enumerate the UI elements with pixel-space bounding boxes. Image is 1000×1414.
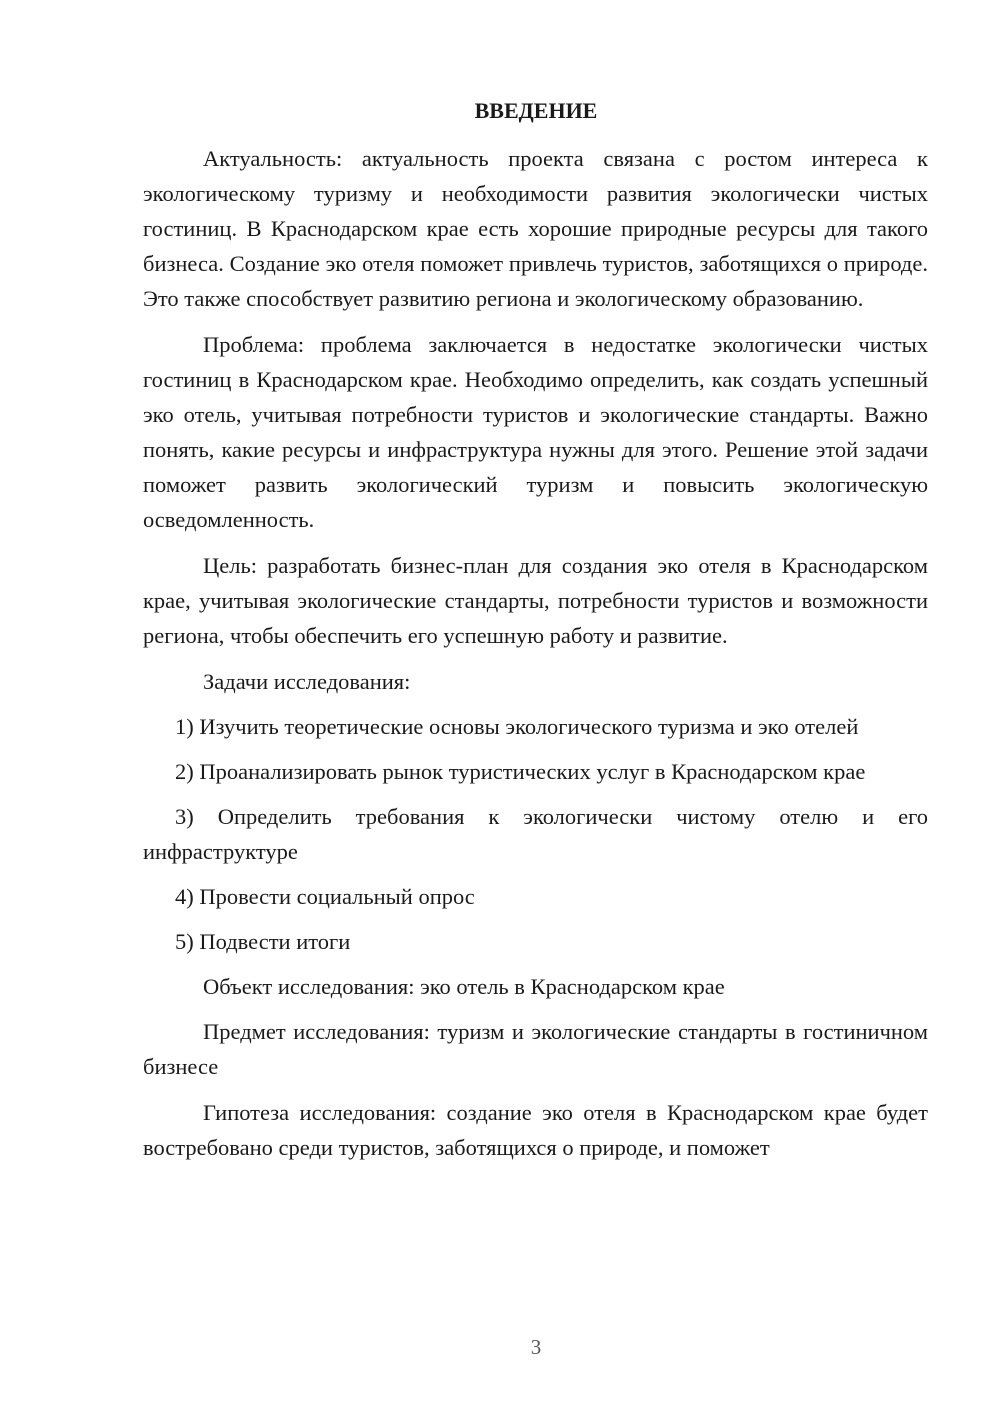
paragraph-relevance: Актуальность: актуальность проекта связана с ростом интереса к экологическому туризму и необходимости развития экологически чистых гостиниц. В Краснодарском крае есть хорошие природные ресурсы для такого бизнеса. Создание эко отеля поможет привлечь туристов, заботящихся о природе. Это также способствует развитию региона и экологическому образованию. bbox=[143, 146, 928, 311]
task-item-3: 3) Определить требования к экологически чистому отелю и его инфраструктуре bbox=[143, 804, 928, 864]
paragraph-subject: Предмет исследования: туризм и экологические стандарты в гостиничном бизнесе bbox=[143, 1019, 928, 1079]
task-item-4: 4) Провести социальный опрос bbox=[175, 884, 475, 909]
paragraph-object: Объект исследования: эко отель в Краснодарском крае bbox=[203, 974, 725, 999]
task-item-5: 5) Подвести итоги bbox=[175, 929, 351, 954]
section-title: ВВЕДЕНИЕ bbox=[474, 98, 598, 123]
paragraph-goal: Цель: разработать бизнес-план для создания эко отеля в Краснодарском крае, учитывая экологические стандарты, потребности туристов и возможности региона, чтобы обеспечить его успешную работу и развитие. bbox=[143, 553, 928, 648]
paragraph-problem: Проблема: проблема заключается в недостатке экологически чистых гостиниц в Краснодарском крае. Необходимо определить, как создать успешный эко отель, учитывая потребности туристов и экологические стандарты. Важно понять, какие ресурсы и инфраструктура нужны для этого. Решение этой задачи поможет развить экологический туризм и повысить экологическую осведомленность. bbox=[143, 332, 928, 532]
paragraph-hypothesis: Гипотеза исследования: создание эко отеля в Краснодарском крае будет востребовано среди туристов, заботящихся о природе, и поможет bbox=[143, 1100, 928, 1160]
page-number: 3 bbox=[530, 1335, 542, 1359]
document-body bbox=[143, 141, 928, 1165]
task-item-1: 1) Изучить теоретические основы экологического туризма и эко отелей bbox=[175, 714, 859, 739]
tasks-heading: Задачи исследования: bbox=[203, 669, 411, 694]
task-item-2: 2) Проанализировать рынок туристических услуг в Краснодарском крае bbox=[175, 759, 866, 784]
